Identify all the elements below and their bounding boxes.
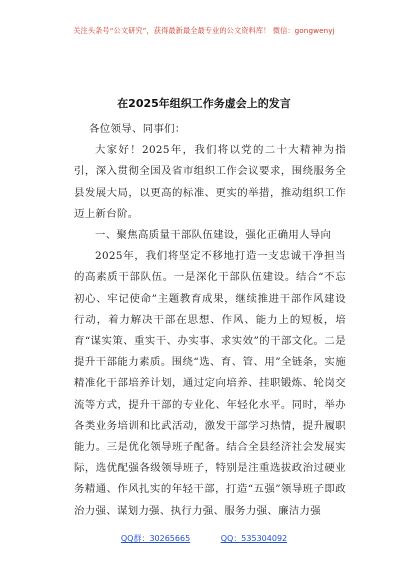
header-notice: 关注头条号“公文研究”，获得最新最全最专业的公文资料库！ 微信：gongwenyj xyxy=(73,26,335,35)
qq-link[interactable]: QQ：535304092 xyxy=(220,534,288,543)
greeting: 各位领导、同事们： xyxy=(89,123,186,135)
footer-contact xyxy=(0,533,408,544)
document-title: 在2025年组织工作务虚会上的发言 xyxy=(117,97,291,110)
paragraph-section-1: 2025年，我们将坚定不移地打造一支忠诚干净担当的高素质干部队伍。一是深化干部队伍建设。结合“不忘初心、牢记使命”主题教育成果，继续推进干部作风建设行动，着力解决干部在思想、作风、能力上的短板，培育“谋实策、重实干、办实事、求实效”的干部文化。二是提升干部能力素质。围绕“选、育、管、用”全链条，实施精准化干部培养计划，通过定向培养、挂职锻炼、轮岗交流等方式，提升干部的专业化、年轻化水平。同时，举办各类业务培训和比武活动，激发干部学习热情，提升履职能力。三是优化领导班子配备。结合全县经济社会发展实际，选优配强各级领导班子，特别是注重选拔政治过硬业务精通、作风扎实的年轻干部，打造“五强”领导班子即政治力强、谋划力强、执行力强、服务力强、廉洁力强 xyxy=(74,250,346,517)
qq-group-link[interactable]: QQ群：30265665 xyxy=(120,534,191,543)
section-heading-1: 一、聚焦高质量干部队伍建设，强化正确用人导向 xyxy=(95,229,332,242)
paragraph-intro: 大家好！2025年，我们将以党的二十大精神为指引，深入贯彻全国及省市组织工作会议要求，围绕服务全县发展大局，以更高的标准、更实的举措，推动组织工作迈上新台阶。 xyxy=(74,144,346,220)
document-body xyxy=(74,116,346,522)
